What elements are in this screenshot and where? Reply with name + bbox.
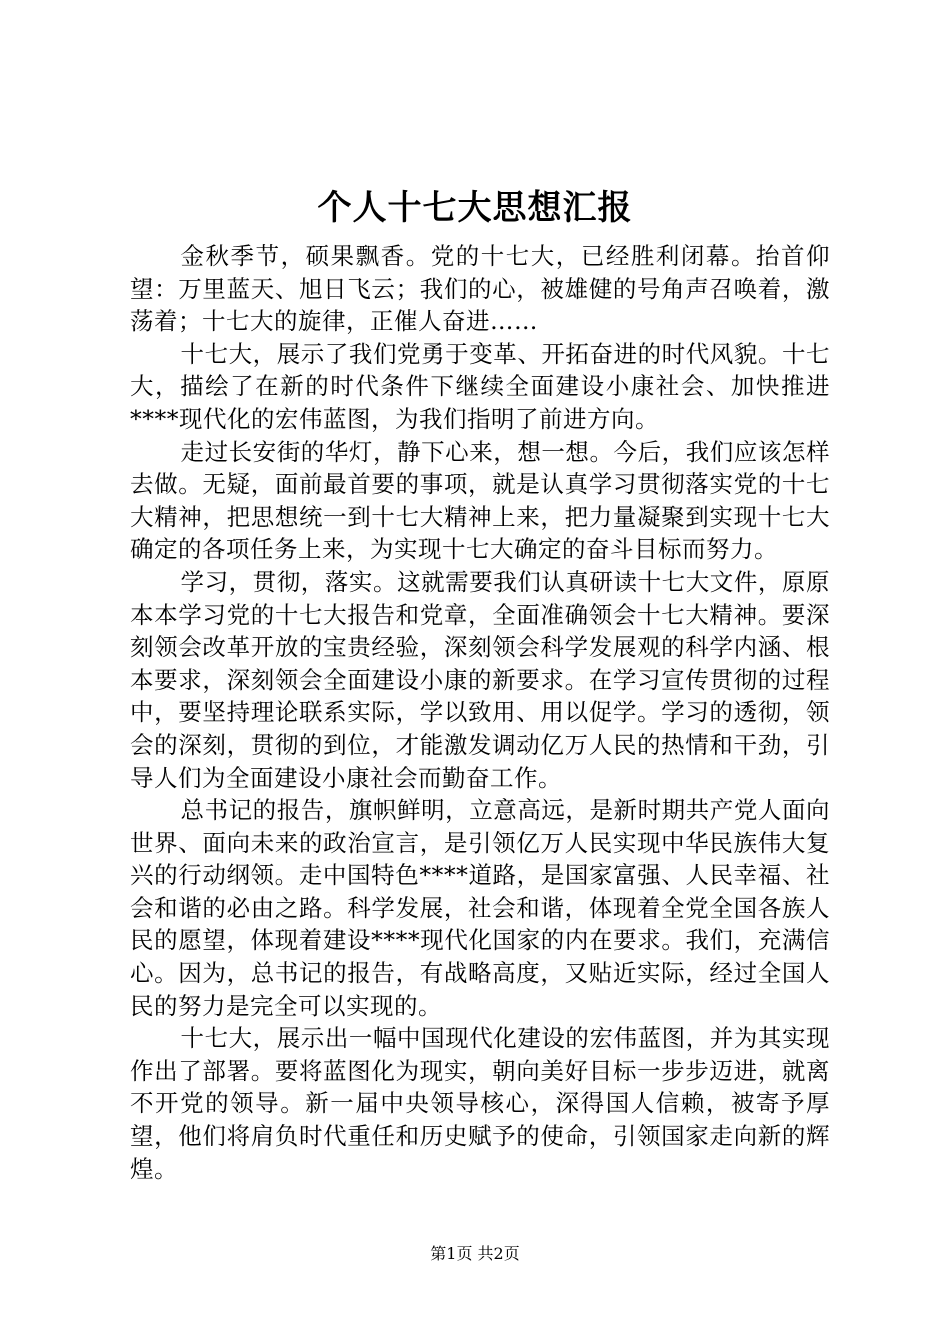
paragraph-3: 走过长安街的华灯，静下心来，想一想。今后，我们应该怎样去做。无疑，面前最首要的事项，就是认真学习贯彻落实党的十七大精神，把思想统一到十七大精神上来，把力量凝聚到实现十七大确定的各项任务上来，为实现十七大确定的奋斗目标而努力。 (130, 437, 830, 564)
document-title: 个人十七大思想汇报 (317, 188, 633, 228)
paragraph-2: 十七大，展示了我们党勇于变革、开拓奋进的时代风貌。十七大，描绘了在新的时代条件下继续全面建设小康社会、加快推进****现代化的宏伟蓝图，为我们指明了前进方向。 (130, 339, 830, 433)
paragraph-5: 总书记的报告，旗帜鲜明，立意高远，是新时期共产党人面向世界、面向未来的政治宣言，是引领亿万人民实现中华民族伟大复兴的行动纲领。走中国特色****道路，是国家富强、人民幸福、社会和谐的必由之路。科学发展，社会和谐，体现着全党全国各族人民的愿望，体现着建设****现代化国家的内在要求。我们，充满信心。因为，总书记的报告，有战略高度，又贴近实际，经过全国人民的努力是完全可以实现的。 (130, 796, 830, 1020)
page-number-footer: 第1页 共2页 (430, 1244, 520, 1263)
document-body (130, 240, 830, 1185)
paragraph-1: 金秋季节，硕果飘香。党的十七大，已经胜利闭幕。抬首仰望：万里蓝天、旭日飞云；我们的心，被雄健的号角声召唤着，激荡着；十七大的旋律，正催人奋进…… (130, 242, 830, 336)
paragraph-4: 学习，贯彻，落实。这就需要我们认真研读十七大文件，原原本本学习党的十七大报告和党章，全面准确领会十七大精神。要深刻领会改革开放的宝贵经验，深刻领会科学发展观的科学内涵、根本要求，深刻领会全面建设小康的新要求。在学习宣传贯彻的过程中，要坚持理论联系实际，学以致用、用以促学。学习的透彻，领会的深刻，贯彻的到位，才能激发调动亿万人民的热情和干劲，引导人们为全面建设小康社会而勤奋工作。 (130, 567, 830, 792)
paragraph-6: 十七大，展示出一幅中国现代化建设的宏伟蓝图，并为其实现作出了部署。要将蓝图化为现实，朝向美好目标一步步迈进，就离不开党的领导。新一届中央领导核心，深得国人信赖，被寄予厚望，他们将肩负时代重任和历史赋予的使命，引领国家走向新的辉煌。 (130, 1024, 830, 1183)
